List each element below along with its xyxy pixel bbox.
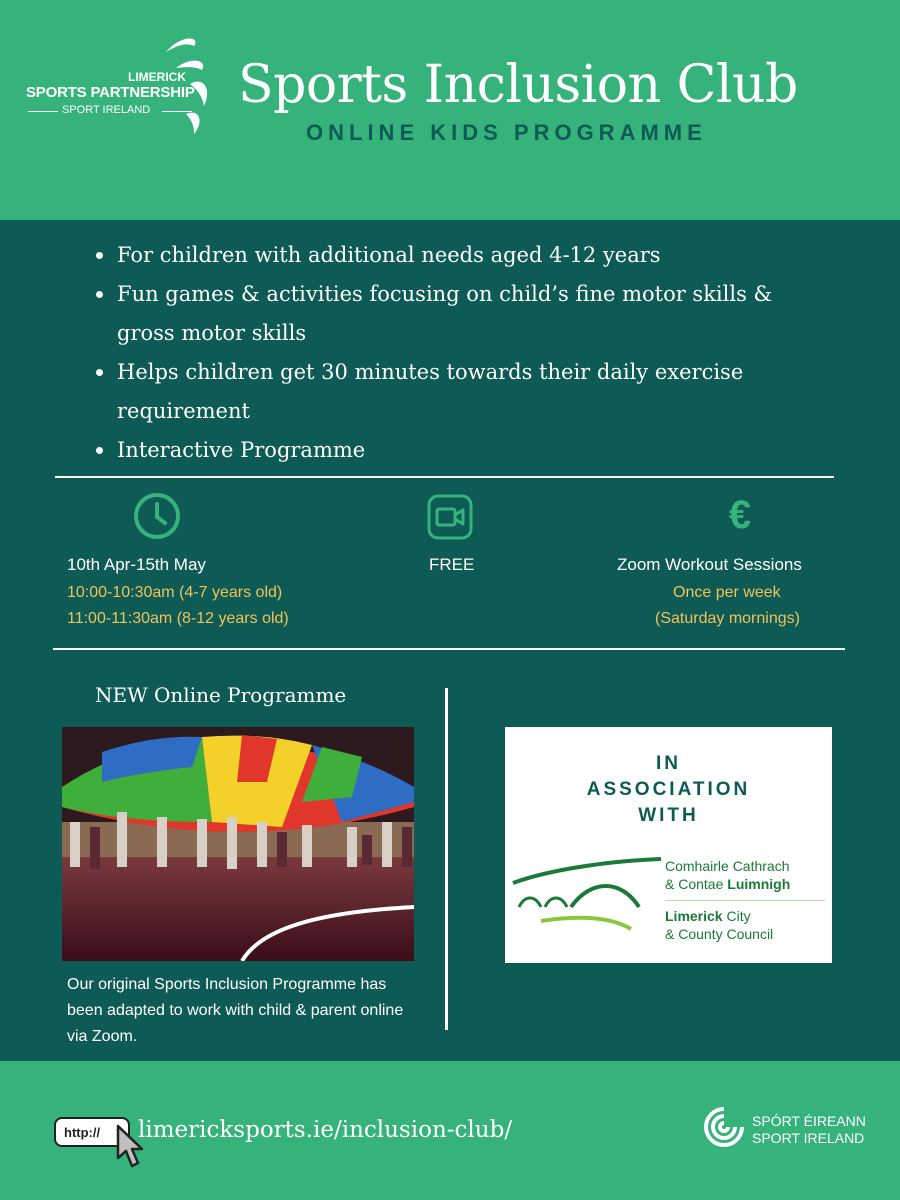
price-label: FREE (429, 555, 475, 574)
logo-rule-left (28, 111, 58, 112)
sport-ireland-logo-icon (703, 1106, 745, 1148)
feature-list (96, 236, 826, 470)
program-title: NEW Online Programme (95, 683, 347, 707)
date-range: 10th Apr-15th May (67, 555, 206, 574)
council-bridge-logo (511, 855, 661, 935)
page-subtitle: ONLINE KIDS PROGRAMME (306, 120, 707, 145)
feature-item: Interactive Programme (96, 431, 826, 470)
euro-icon (720, 492, 760, 536)
council-rule (665, 900, 825, 901)
association-heading-line1: IN (656, 753, 681, 774)
program-description: Our original Sports Inclusion Programme has been adapted to work with child & parent online via Zoom. (67, 976, 404, 1045)
photo-illustration (62, 727, 414, 961)
header-band (0, 0, 900, 220)
session-time-1: 10:00-10:30am (4-7 years old) (67, 584, 283, 601)
association-heading-line2: ASSOCIATION (586, 779, 751, 800)
sport-ireland-line2: SPORT IRELAND (752, 1130, 865, 1146)
council-ga-line2 (665, 875, 790, 893)
council-name-irish (665, 857, 790, 893)
logo-line3: SPORT IRELAND (62, 104, 151, 116)
association-heading (505, 751, 832, 829)
page-title: Sports Inclusion Club (238, 55, 798, 115)
logo-rule-right (162, 111, 192, 112)
council-en-line2: & County Council (665, 926, 774, 942)
council-ga-line2-a: & Contae (665, 876, 728, 892)
council-en-line1 (665, 907, 773, 925)
sport-ireland-text (752, 1113, 866, 1147)
parachute-game-photo (62, 727, 414, 961)
logo-line1: LIMERICK (128, 70, 186, 84)
svg-text:€: € (728, 493, 752, 536)
feature-item: Fun games & activities focusing on child’s fine motor skills & gross motor skills (96, 275, 826, 353)
association-panel (505, 727, 832, 963)
divider-top (55, 476, 834, 478)
logo-line2: SPORTS PARTNERSHIP (26, 84, 195, 101)
session-time-2: 11:00-11:30am (8-12 years old) (67, 610, 289, 627)
council-name-english (665, 907, 773, 943)
day-label: (Saturday mornings) (655, 610, 800, 627)
association-heading-line3: WITH (638, 805, 699, 826)
url-badge: http:// (54, 1117, 130, 1147)
council-en-line1-b: City (722, 908, 751, 924)
feature-item: For children with additional needs aged 4-12 years (96, 236, 826, 275)
council-ga-line1: Comhairle Cathrach (665, 858, 790, 874)
sport-ireland-line1: SPÓRT ÉIREANN (752, 1113, 866, 1129)
council-ga-line2-b: Luimnigh (727, 876, 791, 892)
clock-icon (133, 492, 181, 540)
divider-bottom (53, 648, 845, 650)
format-label: Zoom Workout Sessions (617, 555, 802, 574)
council-en-line1-a: Limerick (665, 908, 723, 924)
vertical-divider (445, 688, 448, 1030)
frequency-label: Once per week (673, 584, 781, 601)
limerick-sports-partnership-logo (26, 38, 226, 158)
feature-item: Helps children get 30 minutes towards their daily exercise requirement (96, 353, 826, 431)
video-camera-icon (427, 494, 473, 540)
website-link[interactable]: limericksports.ie/inclusion-club/ (138, 1117, 513, 1143)
